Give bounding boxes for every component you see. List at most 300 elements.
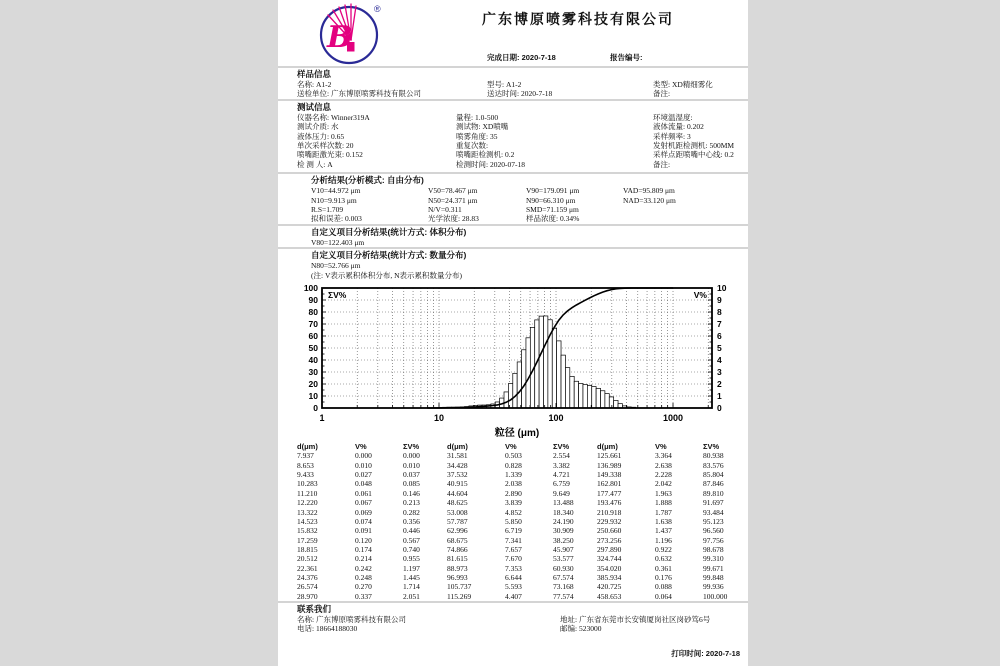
table-cell: 3.382 xyxy=(553,460,570,470)
table-cell: 0.091 xyxy=(355,526,372,536)
table-cell: 3.364 xyxy=(655,451,672,461)
right-axis-label: 10 xyxy=(717,283,727,294)
table-cell: 87.846 xyxy=(703,479,724,489)
table-cell: 5.593 xyxy=(505,582,522,592)
table-cell: 74.866 xyxy=(447,544,468,554)
report-number: 报告编号: xyxy=(610,53,643,62)
table-cell: 162.801 xyxy=(597,479,622,489)
table-cell: 81.615 xyxy=(447,554,468,564)
histogram-bar xyxy=(557,341,561,408)
table-header-row xyxy=(447,442,597,451)
info-cell: 送达时间: 2020-7-18 xyxy=(487,89,553,99)
table-header: ΣV% xyxy=(703,442,720,452)
info-cell: 备注: xyxy=(653,159,671,169)
analysis-value: V10=44.972 μm xyxy=(311,186,361,196)
table-cell: 38.250 xyxy=(553,535,574,545)
table-header: V% xyxy=(655,442,667,452)
table-cell: 2.042 xyxy=(655,479,672,489)
analysis-value xyxy=(623,214,748,223)
table-cell: 1.888 xyxy=(655,498,672,508)
table-cell: 24.376 xyxy=(297,572,318,582)
table-cell: 0.446 xyxy=(403,526,420,536)
table-row xyxy=(447,582,597,591)
table-cell: 4.407 xyxy=(505,591,522,601)
table-row xyxy=(597,461,747,470)
analysis-value: 样品浓度: 0.34% xyxy=(526,214,580,224)
table-row xyxy=(447,470,597,479)
table-cell: 0.567 xyxy=(403,535,420,545)
table-row xyxy=(597,554,747,563)
histogram-bar xyxy=(517,362,521,408)
x-axis-label: 1 xyxy=(319,413,325,424)
analysis-value: N10=9.913 μm xyxy=(311,195,357,205)
table-row xyxy=(297,517,447,526)
histogram-bar xyxy=(504,392,508,408)
table-row xyxy=(447,554,597,563)
table-cell: 98.678 xyxy=(703,544,724,554)
contact-grid xyxy=(278,615,748,634)
particle-size-chart xyxy=(278,282,748,440)
right-axis-label: 2 xyxy=(717,379,722,390)
table-cell: 11.210 xyxy=(297,488,318,498)
table-header: d(μm) xyxy=(447,442,468,452)
table-cell: 57.787 xyxy=(447,516,468,526)
histogram-bar xyxy=(587,385,591,408)
table-cell: 229.932 xyxy=(597,516,622,526)
table-row xyxy=(447,489,597,498)
table-row xyxy=(447,573,597,582)
table-header-row xyxy=(597,442,747,451)
histogram-bar xyxy=(552,328,556,408)
info-cell: 单次采样次数: 20 xyxy=(297,141,354,151)
table-cell: 13.488 xyxy=(553,498,574,508)
table-row xyxy=(597,479,747,488)
table-cell: 0.120 xyxy=(355,535,372,545)
analysis-value: 拟和误差: 0.003 xyxy=(311,214,362,224)
table-cell: 34.428 xyxy=(447,460,468,470)
left-axis-label: 30 xyxy=(308,367,318,378)
analysis-value xyxy=(623,205,748,214)
info-cell: 发射机距检测机: 500MM xyxy=(653,141,735,151)
info-cell: 检 测 人: A xyxy=(297,159,333,169)
right-axis-label: 9 xyxy=(717,295,722,306)
analysis-value: N90=66.310 μm xyxy=(526,195,576,205)
table-cell: 105.737 xyxy=(447,582,472,592)
logo-letter: B xyxy=(327,20,353,55)
table-cell: 324.744 xyxy=(597,554,622,564)
table-row xyxy=(447,592,597,601)
info-cell: 送检单位: 广东博原喷雾科技有限公司 xyxy=(297,89,421,99)
histogram-bar xyxy=(574,381,578,408)
table-row xyxy=(447,461,597,470)
table-cell: 15.832 xyxy=(297,526,318,536)
table-row xyxy=(597,517,747,526)
info-cell: 液体流量: 0.202 xyxy=(653,122,704,132)
table-cell: 2.228 xyxy=(655,470,672,480)
table-cell: 18.340 xyxy=(553,507,574,517)
histogram-bar xyxy=(539,316,543,408)
info-cell: 采样频率: 3 xyxy=(653,131,691,141)
table-cell: 85.804 xyxy=(703,470,724,480)
analysis-value: R.S=1.709 xyxy=(311,205,344,215)
table-cell: 0.064 xyxy=(655,591,672,601)
table-row xyxy=(597,526,747,535)
table-cell: 7.341 xyxy=(505,535,522,545)
table-cell: 93.484 xyxy=(703,507,724,517)
table-cell: 0.000 xyxy=(355,451,372,461)
table-group xyxy=(597,442,747,601)
table-cell: 99.671 xyxy=(703,563,724,573)
histogram-bar xyxy=(513,373,517,408)
table-cell: 12.220 xyxy=(297,498,318,508)
table-row xyxy=(297,479,447,488)
histogram-bar xyxy=(522,350,526,408)
left-axis-title: ΣV% xyxy=(328,290,347,301)
table-cell: 420.725 xyxy=(597,582,622,592)
table-cell: 0.503 xyxy=(505,451,522,461)
right-axis-label: 5 xyxy=(717,343,722,354)
table-cell: 2.890 xyxy=(505,488,522,498)
right-axis-label: 8 xyxy=(717,307,722,318)
table-cell: 4.852 xyxy=(505,507,522,517)
table-cell: 45.907 xyxy=(553,544,574,554)
left-axis-label: 10 xyxy=(308,391,318,402)
table-group xyxy=(297,442,447,601)
table-row xyxy=(297,573,447,582)
left-axis-label: 70 xyxy=(308,319,318,330)
report-header xyxy=(278,0,748,66)
analysis-value: N50=24.371 μm xyxy=(428,195,478,205)
analysis-value: V50=78.467 μm xyxy=(428,186,478,196)
table-cell: 77.574 xyxy=(553,591,574,601)
table-cell: 1.638 xyxy=(655,516,672,526)
table-row xyxy=(297,526,447,535)
table-row xyxy=(297,592,447,601)
table-cell: 99.848 xyxy=(703,572,724,582)
table-cell: 1.714 xyxy=(403,582,420,592)
table-cell: 0.176 xyxy=(655,572,672,582)
x-axis-title: 粒径 (μm) xyxy=(494,428,540,440)
table-cell: 24.190 xyxy=(553,516,574,526)
table-header: d(μm) xyxy=(297,442,318,452)
custom-number-value: N80=52.766 μm xyxy=(311,261,361,271)
table-cell: 0.174 xyxy=(355,544,372,554)
table-row xyxy=(447,479,597,488)
table-cell: 99.310 xyxy=(703,554,724,564)
table-cell: 3.839 xyxy=(505,498,522,508)
table-cell: 96.993 xyxy=(447,572,468,582)
right-axis-label: 0 xyxy=(717,403,722,414)
table-cell: 0.282 xyxy=(403,507,420,517)
table-cell: 193.476 xyxy=(597,498,622,508)
right-axis-label: 6 xyxy=(717,331,722,342)
table-row xyxy=(447,451,597,460)
info-cell: 喷雾角度: 35 xyxy=(456,131,498,141)
info-cell: 型号: A1-2 xyxy=(487,80,522,89)
table-cell: 0.361 xyxy=(655,563,672,573)
table-cell: 40.915 xyxy=(447,479,468,489)
histogram-bar xyxy=(601,391,605,408)
section-title-sample-info: 样品信息 xyxy=(278,66,748,80)
table-row xyxy=(447,508,597,517)
table-row xyxy=(597,470,747,479)
table-cell: 68.675 xyxy=(447,535,468,545)
histogram-bar xyxy=(508,384,512,408)
table-row xyxy=(297,489,447,498)
info-cell: 电话: 18664188030 xyxy=(297,624,358,634)
table-row xyxy=(297,554,447,563)
table-row xyxy=(597,508,747,517)
analysis-value: VAD=95.809 μm xyxy=(623,186,675,196)
table-row xyxy=(297,451,447,460)
left-axis-label: 20 xyxy=(308,379,318,390)
report-page xyxy=(278,0,748,666)
table-cell: 0.955 xyxy=(403,554,420,564)
table-header: ΣV% xyxy=(403,442,420,452)
table-cell: 10.283 xyxy=(297,479,318,489)
table-cell: 20.512 xyxy=(297,554,318,564)
table-row xyxy=(297,498,447,507)
info-cell: 仪器名称: Winner319A xyxy=(297,112,370,122)
table-row xyxy=(447,564,597,573)
table-cell: 273.256 xyxy=(597,535,622,545)
info-cell: 地址: 广东省东莞市长安镇厦岗社区岗砂笃6号 xyxy=(560,614,711,624)
chart-svg xyxy=(278,282,748,440)
table-cell: 80.938 xyxy=(703,451,724,461)
info-cell: 量程: 1.0-500 xyxy=(456,112,499,122)
section-title-custom-number: 自定义项目分析结果(统计方式: 数量分布) xyxy=(278,247,748,261)
table-cell: 0.010 xyxy=(403,460,420,470)
table-cell: 13.322 xyxy=(297,507,318,517)
table-cell: 14.523 xyxy=(297,516,318,526)
table-cell: 0.088 xyxy=(655,582,672,592)
histogram-bar xyxy=(583,385,587,409)
table-cell: 0.740 xyxy=(403,544,420,554)
table-cell: 250.660 xyxy=(597,526,622,536)
table-cell: 99.936 xyxy=(703,582,724,592)
table-cell: 2.554 xyxy=(553,451,570,461)
table-cell: 0.337 xyxy=(355,591,372,601)
table-cell: 297.890 xyxy=(597,544,622,554)
table-header: V% xyxy=(355,442,367,452)
table-cell: 0.048 xyxy=(355,479,372,489)
table-cell: 9.433 xyxy=(297,470,314,480)
table-cell: 149.338 xyxy=(597,470,622,480)
table-cell: 7.937 xyxy=(297,451,314,461)
table-row xyxy=(297,470,447,479)
table-cell: 0.074 xyxy=(355,516,372,526)
table-row xyxy=(597,545,747,554)
table-cell: 18.815 xyxy=(297,544,318,554)
table-cell: 67.574 xyxy=(553,572,574,582)
left-axis-label: 40 xyxy=(308,355,318,366)
histogram-bar xyxy=(570,376,574,408)
table-group xyxy=(447,442,597,601)
info-cell: 备注: xyxy=(653,89,671,99)
info-cell: 邮编: 523000 xyxy=(560,624,602,634)
table-cell: 6.644 xyxy=(505,572,522,582)
section-title-contact: 联系我们 xyxy=(278,601,748,615)
table-row xyxy=(597,592,747,601)
table-cell: 31.581 xyxy=(447,451,468,461)
section-title-custom-volume: 自定义项目分析结果(统计方式: 体积分布) xyxy=(278,224,748,238)
table-cell: 0.085 xyxy=(403,479,420,489)
table-row xyxy=(597,564,747,573)
table-cell: 60.930 xyxy=(553,563,574,573)
analysis-grid xyxy=(278,186,748,224)
table-cell: 0.214 xyxy=(355,554,372,564)
table-row xyxy=(447,517,597,526)
table-cell: 2.038 xyxy=(505,479,522,489)
table-cell: 385.934 xyxy=(597,572,622,582)
table-cell: 0.270 xyxy=(355,582,372,592)
table-cell: 0.010 xyxy=(355,460,372,470)
table-row xyxy=(597,582,747,591)
info-cell: 环境温湿度: xyxy=(653,112,693,122)
distribution-note: (注: V表示累积体积分布, N表示累积数量分布) xyxy=(311,270,463,280)
info-cell: 测试物: XD喷嘴 xyxy=(456,122,509,132)
table-cell: 0.248 xyxy=(355,572,372,582)
table-cell: 28.970 xyxy=(297,591,318,601)
table-row xyxy=(297,508,447,517)
table-cell: 0.000 xyxy=(403,451,420,461)
table-cell: 6.759 xyxy=(553,479,570,489)
table-cell: 1.437 xyxy=(655,526,672,536)
table-cell: 83.576 xyxy=(703,460,724,470)
x-axis-label: 10 xyxy=(433,413,445,424)
table-cell: 6.719 xyxy=(505,526,522,536)
table-row xyxy=(447,536,597,545)
table-header-row xyxy=(297,442,447,451)
print-time: 打印时间: 2020-7-18 xyxy=(671,648,740,658)
analysis-value: V90=179.091 μm xyxy=(526,186,580,196)
info-cell: 喷嘴距检测机: 0.2 xyxy=(456,150,515,160)
x-axis-label: 1000 xyxy=(662,413,684,424)
left-axis-label: 100 xyxy=(303,283,318,294)
table-cell: 53.577 xyxy=(553,554,574,564)
table-cell: 7.670 xyxy=(505,554,522,564)
right-axis-label: 4 xyxy=(717,355,722,366)
table-cell: 0.146 xyxy=(403,488,420,498)
table-row xyxy=(297,564,447,573)
left-axis-label: 90 xyxy=(308,295,318,306)
table-cell: 95.123 xyxy=(703,516,724,526)
table-row xyxy=(597,489,747,498)
table-cell: 1.787 xyxy=(655,507,672,517)
table-cell: 0.213 xyxy=(403,498,420,508)
completion-date: 完成日期: 2020-7-18 xyxy=(487,53,556,62)
table-row xyxy=(597,573,747,582)
right-axis-title: V% xyxy=(693,290,707,301)
table-cell: 0.922 xyxy=(655,544,672,554)
info-cell: 测试介质: 水 xyxy=(297,122,339,132)
table-cell: 96.560 xyxy=(703,526,724,536)
table-row xyxy=(297,545,447,554)
analysis-value: NAD=33.120 μm xyxy=(623,195,676,205)
table-cell: 125.661 xyxy=(597,451,622,461)
table-cell: 2.638 xyxy=(655,460,672,470)
histogram-bar xyxy=(614,401,618,409)
section-title-test-info: 测试信息 xyxy=(278,99,748,113)
table-cell: 177.477 xyxy=(597,488,622,498)
table-cell: 4.721 xyxy=(553,470,570,480)
table-cell: 2.051 xyxy=(403,591,420,601)
table-cell: 0.828 xyxy=(505,460,522,470)
registered-mark-icon: ® xyxy=(374,4,381,14)
table-cell: 5.850 xyxy=(505,516,522,526)
table-cell: 44.604 xyxy=(447,488,468,498)
table-cell: 7.353 xyxy=(505,563,522,573)
info-cell: 检测时间: 2020-07-18 xyxy=(456,159,525,169)
table-header: d(μm) xyxy=(597,442,618,452)
table-row xyxy=(447,498,597,507)
histogram-bar xyxy=(579,384,583,409)
table-cell: 0.067 xyxy=(355,498,372,508)
table-cell: 354.020 xyxy=(597,563,622,573)
table-cell: 210.918 xyxy=(597,507,622,517)
histogram-bar xyxy=(561,355,565,408)
histogram-bar xyxy=(526,338,530,408)
table-cell: 73.168 xyxy=(553,582,574,592)
table-cell: 1.197 xyxy=(403,563,420,573)
info-cell: 名称: 广东博原喷雾科技有限公司 xyxy=(297,614,406,624)
analysis-value: SMD=71.159 μm xyxy=(526,205,579,215)
table-header: ΣV% xyxy=(553,442,570,452)
table-cell: 458.653 xyxy=(597,591,622,601)
table-cell: 89.810 xyxy=(703,488,724,498)
section-title-analysis: 分析结果(分析模式: 自由分布) xyxy=(278,172,748,186)
histogram-bar xyxy=(565,368,569,408)
table-cell: 26.574 xyxy=(297,582,318,592)
histogram-bar xyxy=(592,387,596,408)
histogram-bar xyxy=(596,388,600,408)
table-cell: 1.339 xyxy=(505,470,522,480)
info-cell: 名称: A1-2 xyxy=(297,80,332,89)
table-cell: 136.989 xyxy=(597,460,622,470)
table-cell: 0.356 xyxy=(403,516,420,526)
table-cell: 0.632 xyxy=(655,554,672,564)
table-cell: 8.653 xyxy=(297,460,314,470)
table-cell: 7.657 xyxy=(505,544,522,554)
table-cell: 37.532 xyxy=(447,470,468,480)
table-row xyxy=(297,582,447,591)
table-cell: 0.242 xyxy=(355,563,372,573)
table-row xyxy=(297,536,447,545)
info-cell: 重复次数: xyxy=(456,141,489,151)
info-cell: 类型: XD精细雾化 xyxy=(653,80,713,89)
table-row xyxy=(447,545,597,554)
company-name: 广东博原喷雾科技有限公司 xyxy=(482,11,674,27)
table-cell: 0.069 xyxy=(355,507,372,517)
company-logo xyxy=(316,2,386,66)
test-info-grid xyxy=(278,113,748,169)
table-cell: 17.259 xyxy=(297,535,318,545)
left-axis-label: 80 xyxy=(308,307,318,318)
table-cell: 62.996 xyxy=(447,526,468,536)
distribution-table xyxy=(278,442,748,601)
table-cell: 100.000 xyxy=(703,591,728,601)
x-axis-label: 100 xyxy=(548,413,564,424)
histogram-bar xyxy=(605,394,609,408)
info-cell: 喷嘴距激光束: 0.152 xyxy=(297,150,363,160)
right-axis-label: 3 xyxy=(717,367,722,378)
info-cell: 采样点距喷嘴中心线: 0.2 xyxy=(653,150,734,160)
table-row xyxy=(447,526,597,535)
table-cell: 22.361 xyxy=(297,563,318,573)
custom-volume-value: V80=122.403 μm xyxy=(311,237,365,247)
left-axis-label: 60 xyxy=(308,331,318,342)
table-cell: 1.196 xyxy=(655,535,672,545)
